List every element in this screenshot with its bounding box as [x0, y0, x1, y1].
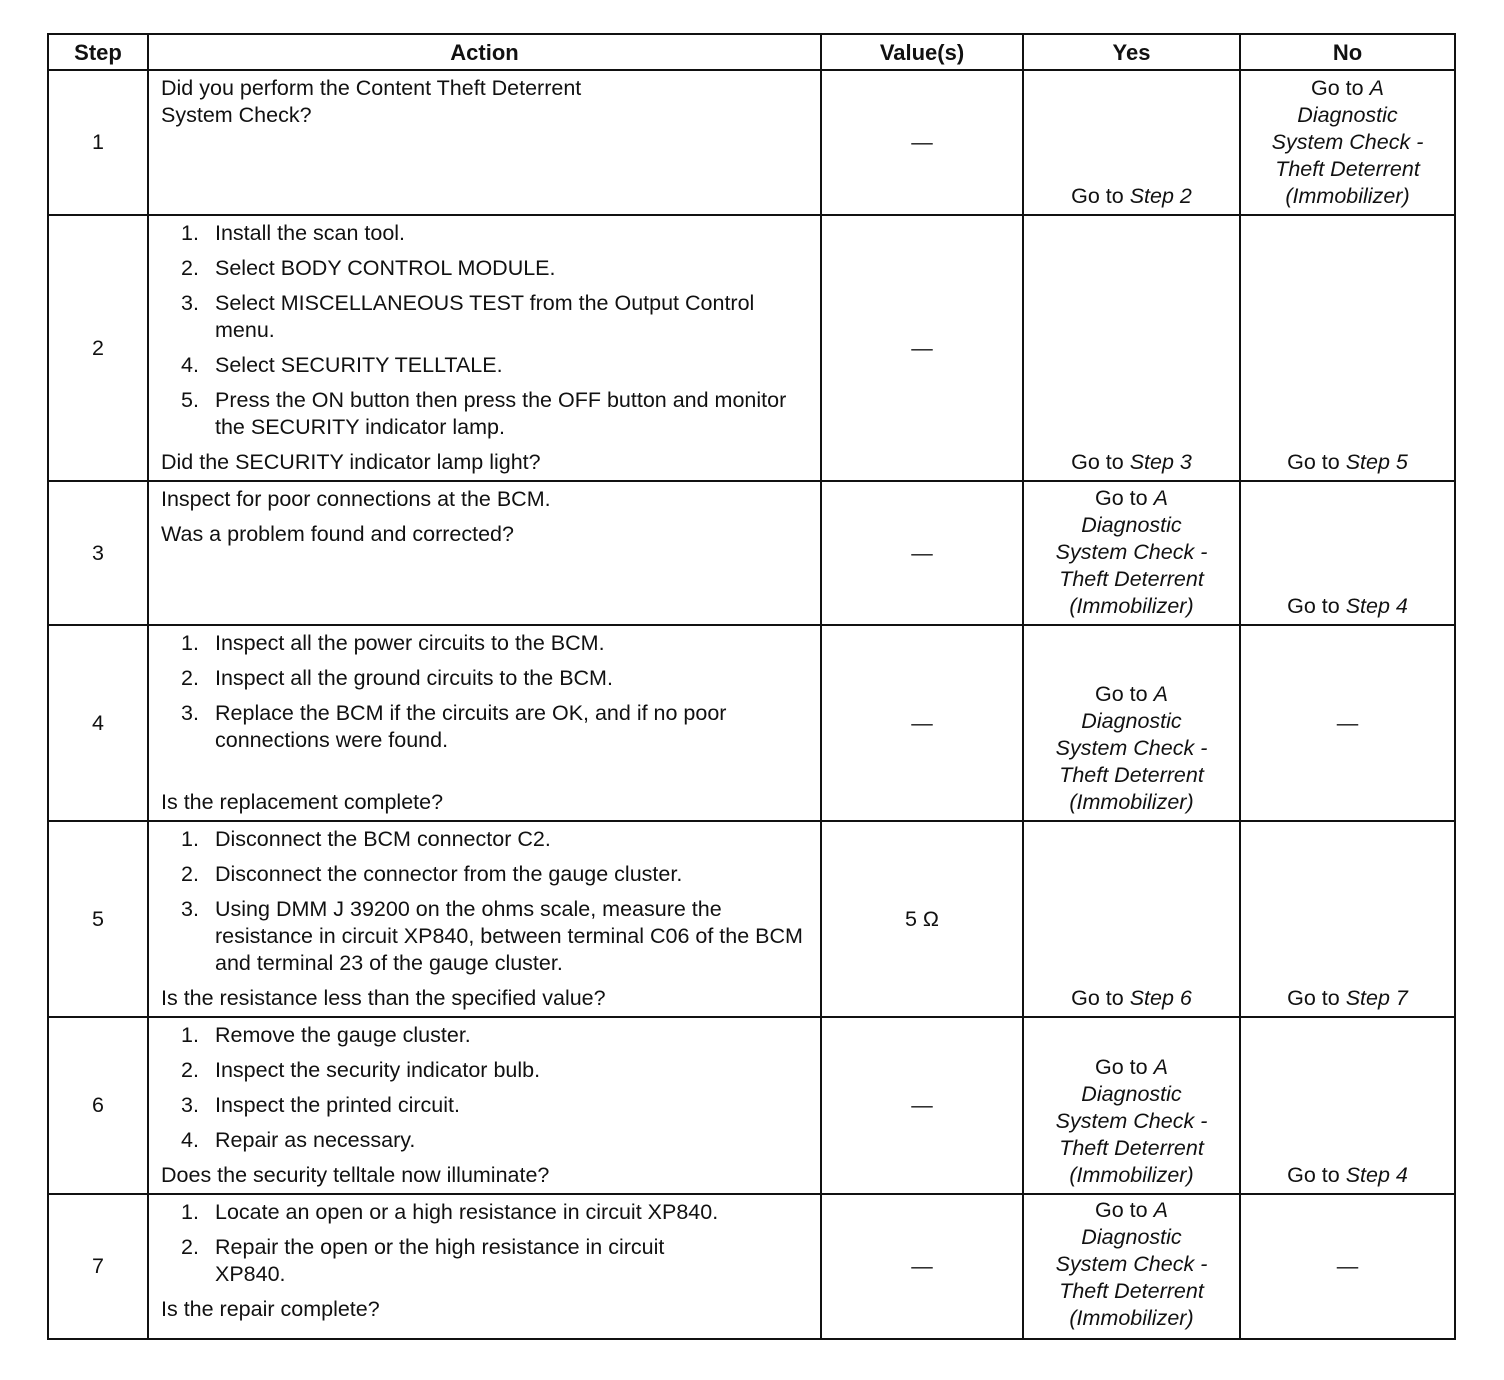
no-cell	[1240, 481, 1455, 625]
action-question: Is the repair complete?	[161, 1297, 380, 1321]
value-cell: —	[821, 215, 1023, 481]
list-item: 1. Disconnect the BCM connector C2.	[181, 827, 551, 851]
goto-diag-link[interactable]: Theft Deterrent	[1059, 1279, 1204, 1303]
goto-diag-link[interactable]: Diagnostic	[1297, 103, 1398, 127]
header-action: Action	[148, 34, 821, 70]
value-cell: —	[821, 70, 1023, 215]
yes-cell	[1023, 1194, 1240, 1339]
goto-diag-link[interactable]: (Immobilizer)	[1069, 1163, 1194, 1187]
action-question: Was a problem found and corrected?	[161, 522, 514, 546]
diagnostic-table	[47, 33, 1456, 1340]
list-item: 1. Install the scan tool.	[181, 221, 406, 245]
goto-diag-link[interactable]: Theft Deterrent	[1059, 1136, 1204, 1160]
value-cell: —	[821, 481, 1023, 625]
step-number: 3	[48, 481, 148, 625]
table-row	[48, 215, 1455, 481]
goto-diag-link[interactable]: System Check -	[1055, 1252, 1208, 1276]
goto-label: Go to	[1287, 986, 1340, 1010]
list-item: 2. Repair the open or the high resistance in circuit XP840.	[181, 1235, 665, 1286]
action-question: Does the security telltale now illuminate?	[161, 1163, 550, 1187]
list-item: 1. Locate an open or a high resistance in circuit XP840.	[181, 1200, 719, 1224]
step-number: 2	[48, 215, 148, 481]
goto-diag-link[interactable]: Theft Deterrent	[1059, 763, 1204, 787]
list-item: 4. Select SECURITY TELLTALE.	[181, 353, 503, 377]
action-cell	[148, 70, 821, 215]
action-cell	[148, 625, 821, 821]
table-row	[48, 821, 1455, 1017]
goto-diag-link[interactable]: (Immobilizer)	[1069, 1306, 1194, 1330]
goto-step-link[interactable]: Step 6	[1129, 986, 1192, 1010]
goto-diag-link[interactable]: System Check -	[1055, 540, 1208, 564]
goto-diag-link[interactable]: (Immobilizer)	[1285, 184, 1410, 208]
goto-diag-link[interactable]: (Immobilizer)	[1069, 790, 1194, 814]
list-item: 3. Inspect the printed circuit.	[181, 1093, 460, 1117]
list-item: 2. Inspect all the ground circuits to the BCM.	[181, 666, 613, 690]
action-list	[161, 630, 810, 762]
list-item: 3. Select MISCELLANEOUS TEST from the Output Control menu.	[181, 291, 755, 342]
goto-diag-link[interactable]: Theft Deterrent	[1275, 157, 1420, 181]
table-row	[48, 1194, 1455, 1339]
header-step: Step	[48, 34, 148, 70]
goto-step-link[interactable]: Step 4	[1345, 594, 1408, 618]
list-item: 1. Inspect all the power circuits to the BCM.	[181, 631, 605, 655]
yes-cell	[1023, 625, 1240, 821]
goto-label: Go to	[1095, 682, 1148, 706]
list-item: 1. Remove the gauge cluster.	[181, 1023, 471, 1047]
action-cell	[148, 1194, 821, 1339]
goto-label: Go to	[1071, 986, 1124, 1010]
yes-cell	[1023, 1017, 1240, 1194]
action-list	[161, 1022, 810, 1162]
no-cell: —	[1240, 625, 1455, 821]
goto-step-link[interactable]: Step 7	[1345, 986, 1408, 1010]
no-cell	[1240, 70, 1455, 215]
yes-cell	[1023, 821, 1240, 1017]
goto-diag-link[interactable]: System Check -	[1271, 130, 1424, 154]
no-cell: —	[1240, 1194, 1455, 1339]
yes-cell	[1023, 481, 1240, 625]
step-number: 7	[48, 1194, 148, 1339]
value-cell: —	[821, 1194, 1023, 1339]
table-row	[48, 481, 1455, 625]
action-list	[161, 220, 810, 449]
goto-diag-link[interactable]: Diagnostic	[1081, 1225, 1182, 1249]
action-text: Did you perform the Content Theft Deterrent System Check?	[161, 76, 582, 127]
goto-diag-link[interactable]: Diagnostic	[1081, 709, 1182, 733]
goto-step-link[interactable]: Step 3	[1129, 450, 1192, 474]
value-cell: —	[821, 625, 1023, 821]
yes-cell	[1023, 215, 1240, 481]
list-item: 4. Repair as necessary.	[181, 1128, 416, 1152]
goto-step-link[interactable]: Step 5	[1345, 450, 1408, 474]
goto-label: Go to	[1071, 184, 1124, 208]
header-row	[48, 34, 1455, 70]
goto-label: Go to	[1287, 594, 1340, 618]
goto-a-label: A	[1153, 682, 1168, 706]
step-number: 1	[48, 70, 148, 215]
value-cell: —	[821, 1017, 1023, 1194]
step-number: 4	[48, 625, 148, 821]
step-number: 6	[48, 1017, 148, 1194]
goto-label: Go to	[1287, 450, 1340, 474]
goto-label: Go to	[1095, 1055, 1148, 1079]
yes-cell	[1023, 70, 1240, 215]
action-text: Inspect for poor connections at the BCM.	[161, 487, 551, 511]
action-question: Is the replacement complete?	[161, 790, 444, 814]
action-question: Did the SECURITY indicator lamp light?	[161, 450, 541, 474]
goto-a-label: A	[1153, 1055, 1168, 1079]
no-cell	[1240, 1017, 1455, 1194]
no-cell	[1240, 215, 1455, 481]
goto-diag-link[interactable]: System Check -	[1055, 736, 1208, 760]
goto-diag-link[interactable]: System Check -	[1055, 1109, 1208, 1133]
action-cell	[148, 821, 821, 1017]
table-row	[48, 625, 1455, 821]
table-row	[48, 70, 1455, 215]
goto-label: Go to	[1095, 486, 1148, 510]
list-item: 2. Inspect the security indicator bulb.	[181, 1058, 541, 1082]
list-item: 5. Press the ON button then press the OFF button and monitor the SECURITY indicator lamp.	[181, 388, 787, 439]
action-cell	[148, 1017, 821, 1194]
action-list	[161, 826, 810, 981]
action-question: Is the resistance less than the specified value?	[161, 986, 606, 1010]
goto-diag-link[interactable]: Diagnostic	[1081, 1082, 1182, 1106]
no-cell	[1240, 821, 1455, 1017]
list-item: 2. Select BODY CONTROL MODULE.	[181, 256, 556, 280]
goto-diag-link[interactable]: Diagnostic	[1081, 513, 1182, 537]
goto-label: Go to	[1071, 450, 1124, 474]
action-list	[161, 1199, 810, 1296]
header-no: No	[1240, 34, 1455, 70]
goto-label: Go to	[1287, 1163, 1340, 1187]
goto-step-link[interactable]: Step 2	[1129, 184, 1192, 208]
action-cell	[148, 481, 821, 625]
list-item: 2. Disconnect the connector from the gauge cluster.	[181, 862, 683, 886]
goto-label: Go to	[1095, 1198, 1148, 1222]
goto-label: Go to	[1311, 76, 1364, 100]
list-item: 3. Using DMM J 39200 on the ohms scale, measure the resistance in circuit XP840, between terminal C06 of the BCM and terminal 23 of the gauge cluster.	[181, 897, 803, 975]
goto-diag-link[interactable]: Theft Deterrent	[1059, 567, 1204, 591]
goto-step-link[interactable]: Step 4	[1345, 1163, 1408, 1187]
goto-a-label: A	[1153, 1198, 1168, 1222]
action-cell	[148, 215, 821, 481]
step-number: 5	[48, 821, 148, 1017]
header-yes: Yes	[1023, 34, 1240, 70]
goto-a-label: A	[1369, 76, 1384, 100]
value-cell: 5 Ω	[821, 821, 1023, 1017]
list-item: 3. Replace the BCM if the circuits are OK, and if no poor connections were found.	[181, 701, 727, 752]
table-row	[48, 1017, 1455, 1194]
goto-diag-link[interactable]: (Immobilizer)	[1069, 594, 1194, 618]
goto-a-label: A	[1153, 486, 1168, 510]
header-values: Value(s)	[821, 34, 1023, 70]
